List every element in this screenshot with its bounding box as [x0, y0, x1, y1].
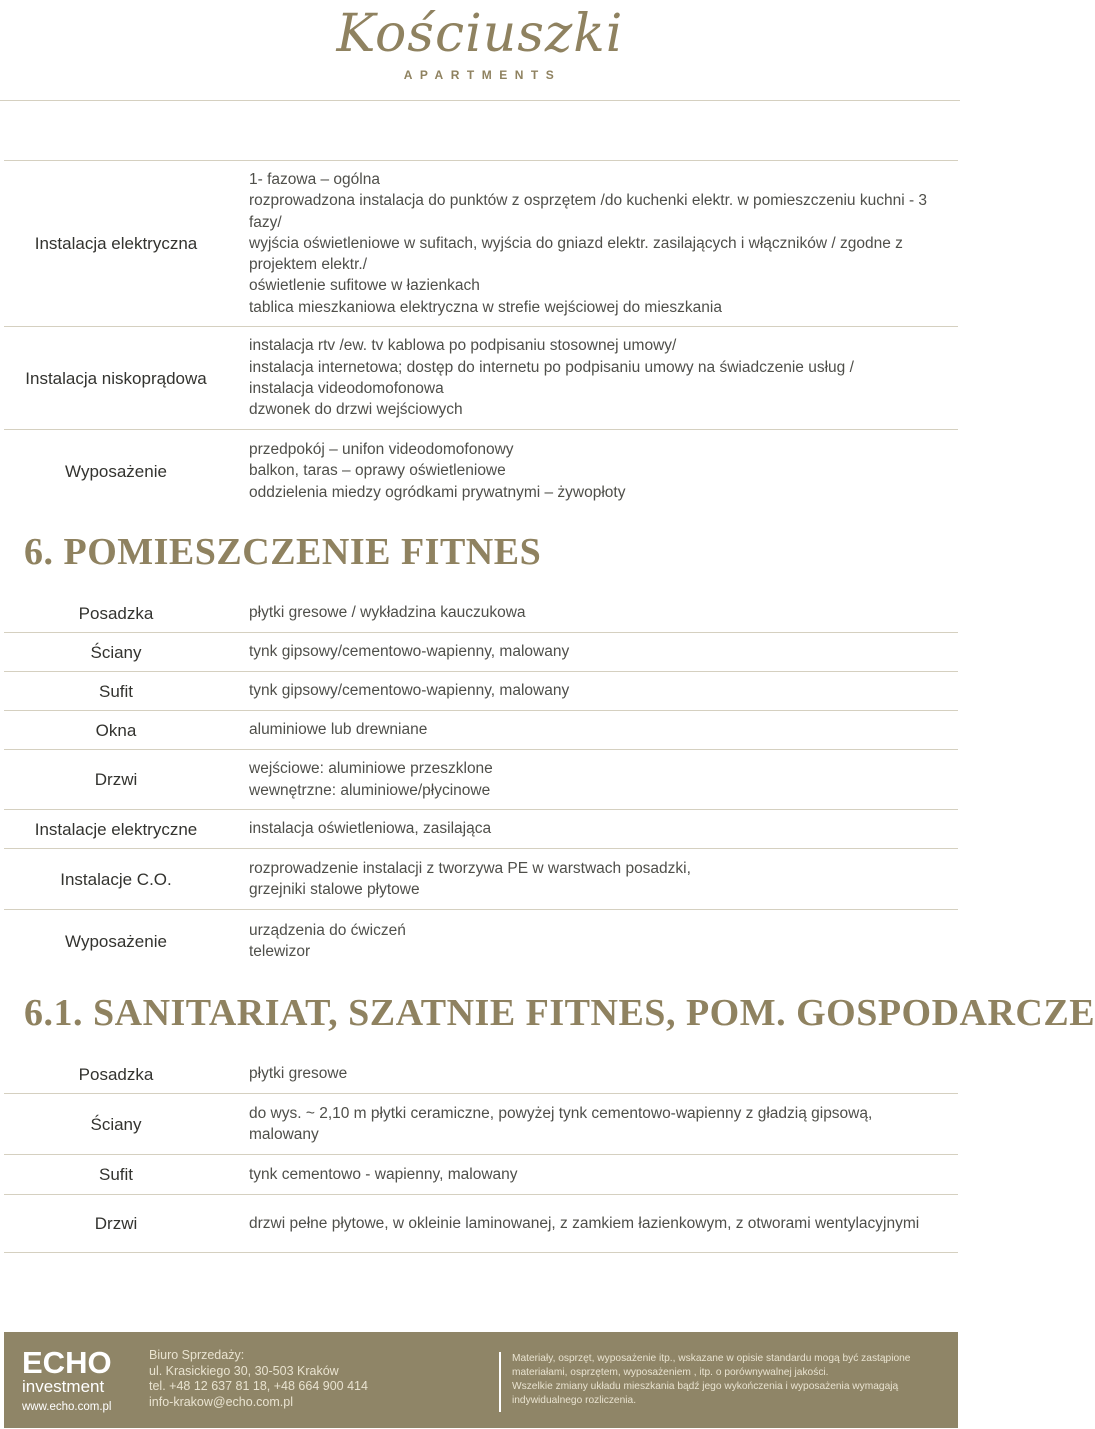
row-label: Okna — [95, 720, 137, 740]
row-value — [228, 818, 958, 839]
value-line: tynk gipsowy/cementowo-wapienny, malowany — [249, 682, 570, 700]
office-email-link[interactable]: info-krakow@echo.com.pl — [149, 1395, 293, 1410]
table-row — [4, 594, 958, 633]
row-label: Instalacje C.O. — [60, 869, 172, 889]
value-line: płytki gresowe / wykładzina kauczukowa — [249, 604, 526, 622]
row-label: Drzwi — [94, 770, 138, 789]
logo-subtitle: APARTMENTS — [403, 68, 562, 82]
table-row — [4, 849, 958, 910]
row-label: Instalacja elektryczna — [34, 234, 198, 253]
value-line: balkon, taras – oprawy oświetleniowe — [249, 462, 506, 480]
section-title-fitness: 6. POMIESZCZENIE FITNES — [24, 531, 542, 573]
office-phone: tel. +48 12 637 81 18, +48 664 900 414 — [149, 1379, 368, 1394]
value-line: wewnętrzne: aluminiowe/płycinowe — [249, 781, 491, 799]
value-line: wyjścia oświetleniowe w sufitach, wyjścia do gniazd elektr. zasilających i włączników / zgodne z projektem elektr./ — [249, 234, 903, 274]
footer — [4, 1332, 958, 1428]
table-row — [4, 910, 958, 972]
value-line: wejściowe: aluminiowe przeszklone — [249, 760, 493, 778]
sanitary-rooms-table — [4, 1055, 958, 1253]
table-row — [4, 1094, 958, 1155]
value-line: 1- fazowa – ogólna — [249, 170, 380, 188]
brand-subtitle: investment — [22, 1377, 105, 1396]
row-label: Wyposażenie — [65, 931, 167, 951]
row-value — [228, 858, 958, 901]
table-row — [4, 711, 958, 750]
row-label: Wyposażenie — [65, 461, 167, 481]
row-label: Instalacje elektryczne — [34, 819, 198, 839]
value-line: tynk gipsowy/cementowo-wapienny, malowany — [249, 643, 570, 661]
value-line: instalacja oświetleniowa, zasilająca — [249, 820, 492, 838]
row-label: Posadzka — [78, 603, 154, 623]
value-line: dzwonek do drzwi wejściowych — [249, 401, 463, 419]
table-row — [4, 750, 958, 810]
section-title-sanitary: 6.1. SANITARIAT, SZATNIE FITNES, POM. GOSPODARCZE — [24, 992, 1095, 1034]
value-line: grzejniki stalowe płytowe — [249, 881, 420, 898]
row-label: Posadzka — [78, 1064, 154, 1084]
value-line: instalacja rtv /ew. tv kablowa po podpisaniu stosownej umowy/ — [249, 337, 677, 355]
table-row — [4, 430, 958, 512]
value-line: tablica mieszkaniowa elektryczna w strefie wejściowej do mieszkania — [249, 298, 722, 316]
row-label: Ściany — [90, 1114, 142, 1134]
value-line: tynk cementowo - wapienny, malowany — [249, 1165, 518, 1183]
footer-divider — [499, 1352, 501, 1412]
row-value — [228, 169, 958, 318]
row-label: Ściany — [90, 642, 142, 662]
disclaimer-line: indywidualnego rozliczenia. — [512, 1395, 637, 1406]
value-line: instalacja internetowa; dostęp do internetu po podpisaniu umowy na świadczenie usług / — [249, 358, 854, 376]
row-value — [228, 920, 958, 963]
disclaimer-line: Wszelkie zmiany układu mieszkania bądź jego wykończenia i wyposażenia wymagają — [512, 1381, 899, 1392]
row-value — [228, 1164, 958, 1185]
echo-investment-logo — [22, 1345, 132, 1415]
value-line: oddzielenia miedzy ogródkami prywatnymi – żywopłoty — [249, 483, 626, 501]
disclaimer-text — [512, 1352, 952, 1408]
value-line: płytki gresowe — [249, 1065, 348, 1083]
value-line: rozprowadzenie instalacji z tworzywa PE w warstwach posadzki, — [249, 859, 691, 877]
table-row — [4, 160, 958, 327]
value-line: rozprowadzona instalacja do punktów z osprzętem /do kuchenki elektr. w pomieszczeniu kuchni - 3 fazy/ — [249, 192, 928, 231]
header-divider — [0, 100, 960, 101]
disclaimer-line: Materiały, osprzęt, wyposażenie itp., wskazane w opisie standardu mogą być zastąpione — [512, 1353, 911, 1364]
disclaimer-line: materiałami, osprzętem, wyposażeniem , itp. o porównywalnej jakości. — [512, 1367, 829, 1378]
table-row — [4, 1195, 958, 1253]
value-line: aluminiowe lub drewniane — [249, 721, 428, 739]
logo-script-text: Kościuszki — [336, 4, 624, 64]
brand-name: ECHO — [22, 1345, 112, 1380]
row-value — [228, 1103, 958, 1146]
fitness-room-table — [4, 594, 958, 972]
office-address: ul. Krasickiego 30, 30-503 Kraków — [149, 1363, 339, 1378]
row-value — [228, 680, 958, 701]
row-value — [228, 1063, 958, 1084]
value-line: telewizor — [249, 943, 311, 960]
office-title: Biuro Sprzedaży: — [149, 1348, 245, 1362]
table-row — [4, 672, 958, 711]
row-label: Sufit — [98, 681, 134, 701]
table-row — [4, 1055, 958, 1094]
value-line: instalacja videodomofonowa — [249, 380, 444, 397]
header-logo — [0, 0, 960, 100]
value-line: oświetlenie sufitowe w łazienkach — [249, 277, 480, 295]
table-row — [4, 810, 958, 849]
row-value — [228, 641, 958, 662]
value-line: drzwi pełne płytowe, w okleinie laminowanej, z zamkiem łazienkowym, z otworami wentylacyjnymi — [249, 1214, 920, 1232]
row-value — [228, 758, 958, 801]
row-label: Drzwi — [94, 1214, 138, 1233]
table-row — [4, 633, 958, 672]
value-line: do wys. ~ 2,10 m płytki ceramiczne, powyżej tynk cementowo-wapienny z gładzią gipsową, malowany — [249, 1104, 873, 1143]
installations-table — [4, 160, 958, 512]
row-value — [228, 1213, 958, 1234]
table-row — [4, 1155, 958, 1195]
row-value — [228, 335, 958, 420]
sales-office-info — [149, 1348, 368, 1411]
brand-url-link[interactable]: www.echo.com.pl — [22, 1401, 112, 1413]
row-label: Sufit — [98, 1165, 134, 1184]
row-value — [228, 719, 958, 740]
row-value — [228, 602, 958, 623]
value-line: urządzenia do ćwiczeń — [249, 921, 406, 939]
table-row — [4, 327, 958, 430]
row-value — [228, 439, 958, 503]
value-line: przedpokój – unifon videodomofonowy — [249, 441, 514, 459]
row-label: Instalacja niskoprądowa — [25, 368, 207, 388]
